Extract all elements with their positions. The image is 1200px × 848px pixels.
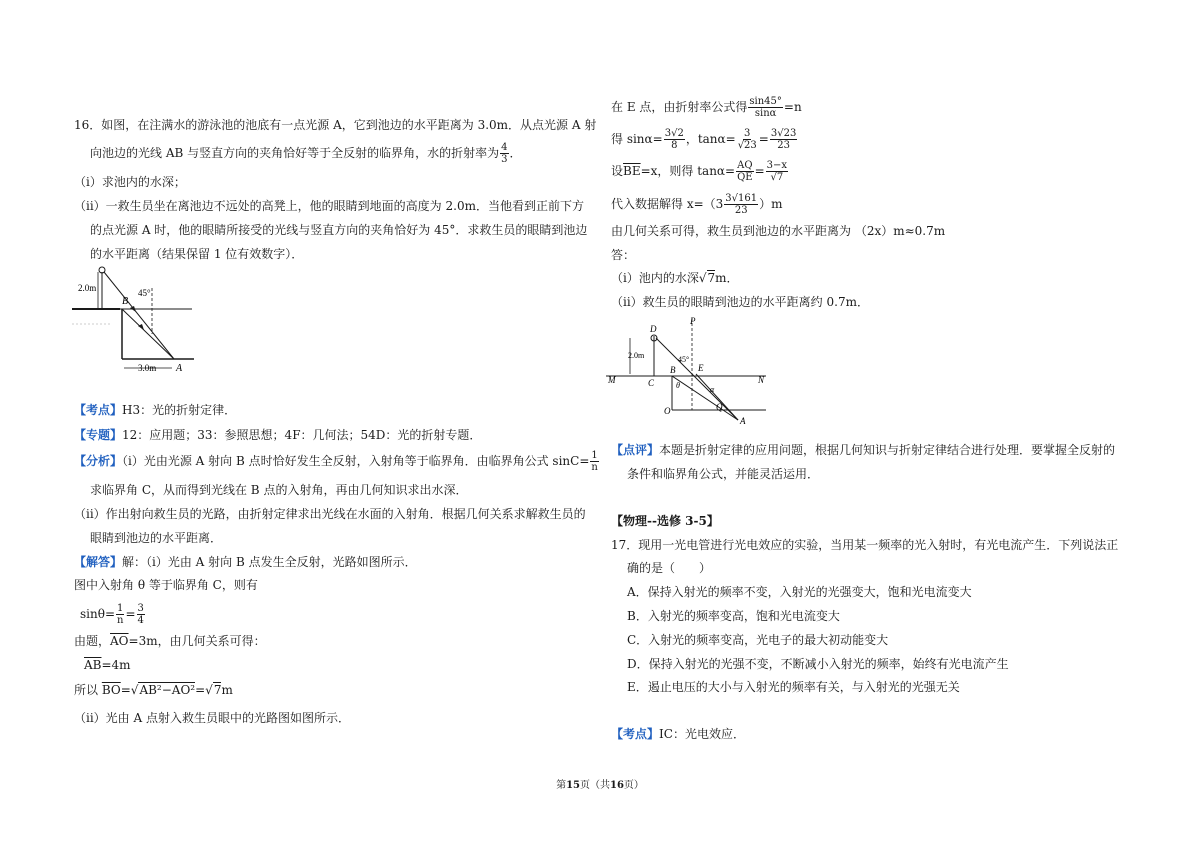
fenxi-line3: （ii）作出射向救生员的光路，由折射定律求出光线在水面的入射角．根据几何关系求解救生员的 xyxy=(74,507,586,521)
q17-line1: 17．现用一光电管进行光电效应的实验，当用某一频率的光入射时，有光电流产生．下列说法正 xyxy=(611,538,1119,552)
answer-ii: （ii）救生员的眼睛到池边的水平距离约 0.7m． xyxy=(611,295,869,309)
angle-45-label: 45° xyxy=(138,288,151,298)
jieda-line4: 由题，$\overline{AO}=3m$，由几何关系可得： xyxy=(74,634,266,648)
page-footer: 第15页（共16页） xyxy=(556,780,644,791)
q17-option-C: C．入射光的频率变高，光电子的最大初动能变大 xyxy=(627,633,889,647)
fig2-E-label: E xyxy=(698,363,704,373)
fig2-A-label: A xyxy=(740,416,746,426)
answer-i: （i）池内的水深√7m． xyxy=(611,271,739,285)
jieda-line7: （ii）光由 A 点射入救生员眼中的光路图如图所示． xyxy=(74,711,350,725)
q17-option-A: A．保持入射光的频率不变，入射光的光强变大，饱和光电流变大 xyxy=(627,585,972,599)
fig2-C-label: C xyxy=(648,378,655,388)
dianping-line2: 条件和临界角公式，并能灵活运用． xyxy=(627,467,820,481)
fenxi-line2: 求临界角 C，从而得到光线在 B 点的入射角，再由几何知识求出水深． xyxy=(90,483,468,497)
fig2-height-label: 2.0m xyxy=(628,351,645,360)
q16-line1: 16．如图，在注满水的游泳池的池底有一点光源 A，它到池边的水平距离为 3.0m．从点光源 A 射 xyxy=(74,118,597,132)
q17-option-E: E．遏止电压的大小与入射光的频率有关，与入射光的光强无关 xyxy=(627,680,960,694)
fig2-M-label: M xyxy=(608,375,616,385)
fig2-P-label: P xyxy=(690,316,696,326)
dianping-line1: 【点评】本题是折射定律的应用问题，根据几何知识与折射定律结合进行处理．要掌握全反射的 xyxy=(611,443,1116,457)
q16-part2-line1: （ii）一救生员坐在离池边不远处的高凳上，他的眼睛到地面的高度为 2.0m．当他看到正前下方 xyxy=(74,199,584,213)
q16-part2-line3: 的水平距离（结果保留 1 位有效数字）． xyxy=(90,247,304,261)
distance-label: 3.0m xyxy=(138,363,157,373)
right-line1: 在 E 点，由折射率公式得 $\frac{\sin 45^\circ}{\sin\alpha}$ =n xyxy=(611,96,802,119)
fig2-alpha-label: α xyxy=(710,385,715,394)
zhuanti: 【专题】12：应用题；33：参照思想；4F：几何法；54D：光的折射专题． xyxy=(74,428,482,442)
refractive-index-fraction: $\frac{4}{3}$ xyxy=(501,142,508,165)
fenxi-line4: 眼睛到池边的水平距离． xyxy=(90,531,223,545)
height-label: 2.0m xyxy=(78,283,97,293)
q16-part2-line2: 的点光源 A 时，他的眼睛所接受的光线与竖直方向的夹角恰好为 45°．求救生员的眼睛到池边 xyxy=(90,223,588,237)
point-B-label: B xyxy=(122,296,129,307)
pool-figure-2 xyxy=(606,316,776,428)
q16-line2: 向池边的光线 AB 与竖直方向的夹角恰好等于全反射的临界角，水的折射率为 $\frac{4}{3}$ ． xyxy=(90,142,522,165)
pool-figure-1 xyxy=(72,264,202,376)
jieda-line2: 图中入射角 θ 等于临界角 C，则有 xyxy=(74,578,258,592)
point-A-label: A xyxy=(176,363,183,374)
jieda-line1: 【解答】解：（i）光由 A 射向 B 点发生全反射，光路如图所示． xyxy=(74,555,417,569)
kaodian-1: 【考点】H3：光的折射定律． xyxy=(74,403,237,417)
fig2-O-label: O xyxy=(664,406,671,416)
fig2-D-label: D xyxy=(650,324,657,334)
jieda-line6: 所以 $\overline{BO}=√AB^2-AO^2=√7m$ xyxy=(74,683,233,697)
jieda-line5: $\overline{AB}=4m$ xyxy=(84,658,131,672)
q17-option-D: D．保持入射光的光强不变，不断减小入射光的频率，始终有光电流产生 xyxy=(627,657,1009,671)
kaodian-2: 【考点】IC：光电效应． xyxy=(611,727,745,741)
q17-line2: 确的是（ ） xyxy=(627,561,712,575)
right-line5: 由几何关系可得，救生员到池边的水平距离为 （2x）m≈0.7m xyxy=(611,224,946,238)
fig2-B-label: B xyxy=(670,365,676,375)
right-line2: 得 sinα= $\frac{3√2}{8}$ ，tanα= $\frac{3}{√23}$ = $\frac{3√23}{23}$ xyxy=(611,128,797,151)
right-line3: 设$\overline{BE}=x$，则得 tanα= $\frac{AQ}{QE}$ = $\frac{3-x}{√7}$ xyxy=(611,160,788,183)
fenxi-line1: 【分析】（i）光由光源 A 射向 B 点时恰好发生全反射，入射角等于临界角．由临界角公式 sinC= $\frac{1}{n}$ xyxy=(74,450,598,473)
right-line6: 答： xyxy=(611,248,636,262)
right-line4: 代入数据解得 x=（3 $\frac{3√161}{23}$ ）m xyxy=(611,193,783,216)
fig2-N-label: N xyxy=(758,375,765,385)
fig2-angle-label: 45° xyxy=(678,355,690,364)
q16-part1: （i）求池内的水深； xyxy=(74,175,186,189)
section-heading: 【物理--选修 3-5】 xyxy=(611,514,719,528)
fig2-theta-label: θ xyxy=(676,381,680,390)
q17-option-B: B．入射光的频率变高，饱和光电流变大 xyxy=(627,609,840,623)
fig2-Q-label: Q xyxy=(716,402,723,412)
sin-theta-formula: sinθ= $\frac{1}{n}$ = $\frac{3}{4}$ xyxy=(80,603,144,626)
